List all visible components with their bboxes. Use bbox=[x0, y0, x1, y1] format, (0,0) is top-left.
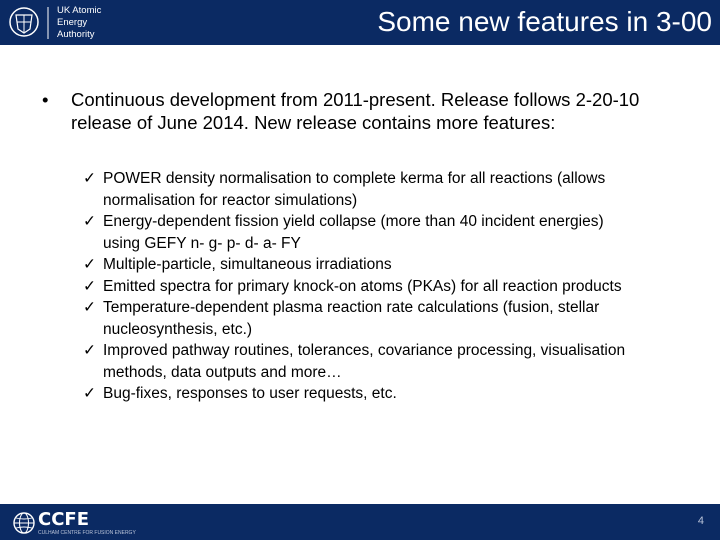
feature-item bbox=[83, 168, 643, 211]
checkmark-icon: ✓ bbox=[83, 299, 96, 316]
feature-text: Energy-dependent fission yield collapse (more than 40 incident energies) using GEFY n- g- p- d- a- FY bbox=[103, 213, 604, 252]
checkmark-icon: ✓ bbox=[83, 213, 96, 230]
feature-text: Emitted spectra for primary knock-on atoms (PKAs) for all reaction products bbox=[103, 277, 622, 295]
bullet-marker: • bbox=[42, 89, 49, 110]
feature-text: Improved pathway routines, tolerances, covariance processing, visualisation methods, data outputs and more… bbox=[103, 342, 626, 381]
ccfe-logo-subtext: CULHAM CENTRE FOR FUSION ENERGY bbox=[38, 530, 136, 536]
ccfe-logo-text: CCFE bbox=[38, 509, 90, 530]
checkmark-icon: ✓ bbox=[83, 385, 96, 402]
feature-item bbox=[83, 211, 643, 254]
ccfe-globe-icon bbox=[12, 511, 36, 535]
logo-line: Energy bbox=[57, 17, 88, 28]
feature-text: Bug-fixes, responses to user requests, etc. bbox=[103, 385, 397, 402]
feature-item bbox=[83, 276, 643, 298]
feature-text: Temperature-dependent plasma reaction rate calculations (fusion, stellar nucleosynthesis, etc.) bbox=[103, 299, 600, 338]
crest-icon bbox=[4, 3, 54, 43]
main-bullet bbox=[42, 88, 682, 134]
ccfe-logo bbox=[12, 509, 136, 537]
slide-title: Some new features in 3-00 bbox=[377, 6, 712, 37]
checkmark-icon: ✓ bbox=[83, 170, 96, 187]
checkmark-icon: ✓ bbox=[83, 342, 96, 359]
main-bullet-text: Continuous development from 2011-present. Release follows 2-20-10 release of June 2014. New release contains more features: bbox=[71, 89, 640, 133]
feature-item bbox=[83, 254, 643, 276]
feature-item bbox=[83, 383, 643, 405]
logo-line: Authority bbox=[57, 29, 95, 40]
ukaea-logo-text bbox=[57, 5, 101, 41]
checkmark-icon: ✓ bbox=[83, 256, 96, 273]
slide-header bbox=[0, 0, 720, 45]
checkmark-icon: ✓ bbox=[83, 277, 96, 295]
feature-text: POWER density normalisation to complete kerma for all reactions (allows normalisation for reactor simulations) bbox=[103, 170, 606, 209]
logo-line: UK Atomic bbox=[57, 5, 102, 16]
feature-text: Multiple-particle, simultaneous irradiations bbox=[103, 256, 392, 273]
slide-footer bbox=[0, 504, 720, 540]
ukaea-logo bbox=[4, 3, 104, 43]
feature-item bbox=[83, 297, 643, 340]
feature-list bbox=[83, 168, 643, 405]
feature-item bbox=[83, 340, 643, 383]
page-number: 4 bbox=[697, 515, 704, 527]
